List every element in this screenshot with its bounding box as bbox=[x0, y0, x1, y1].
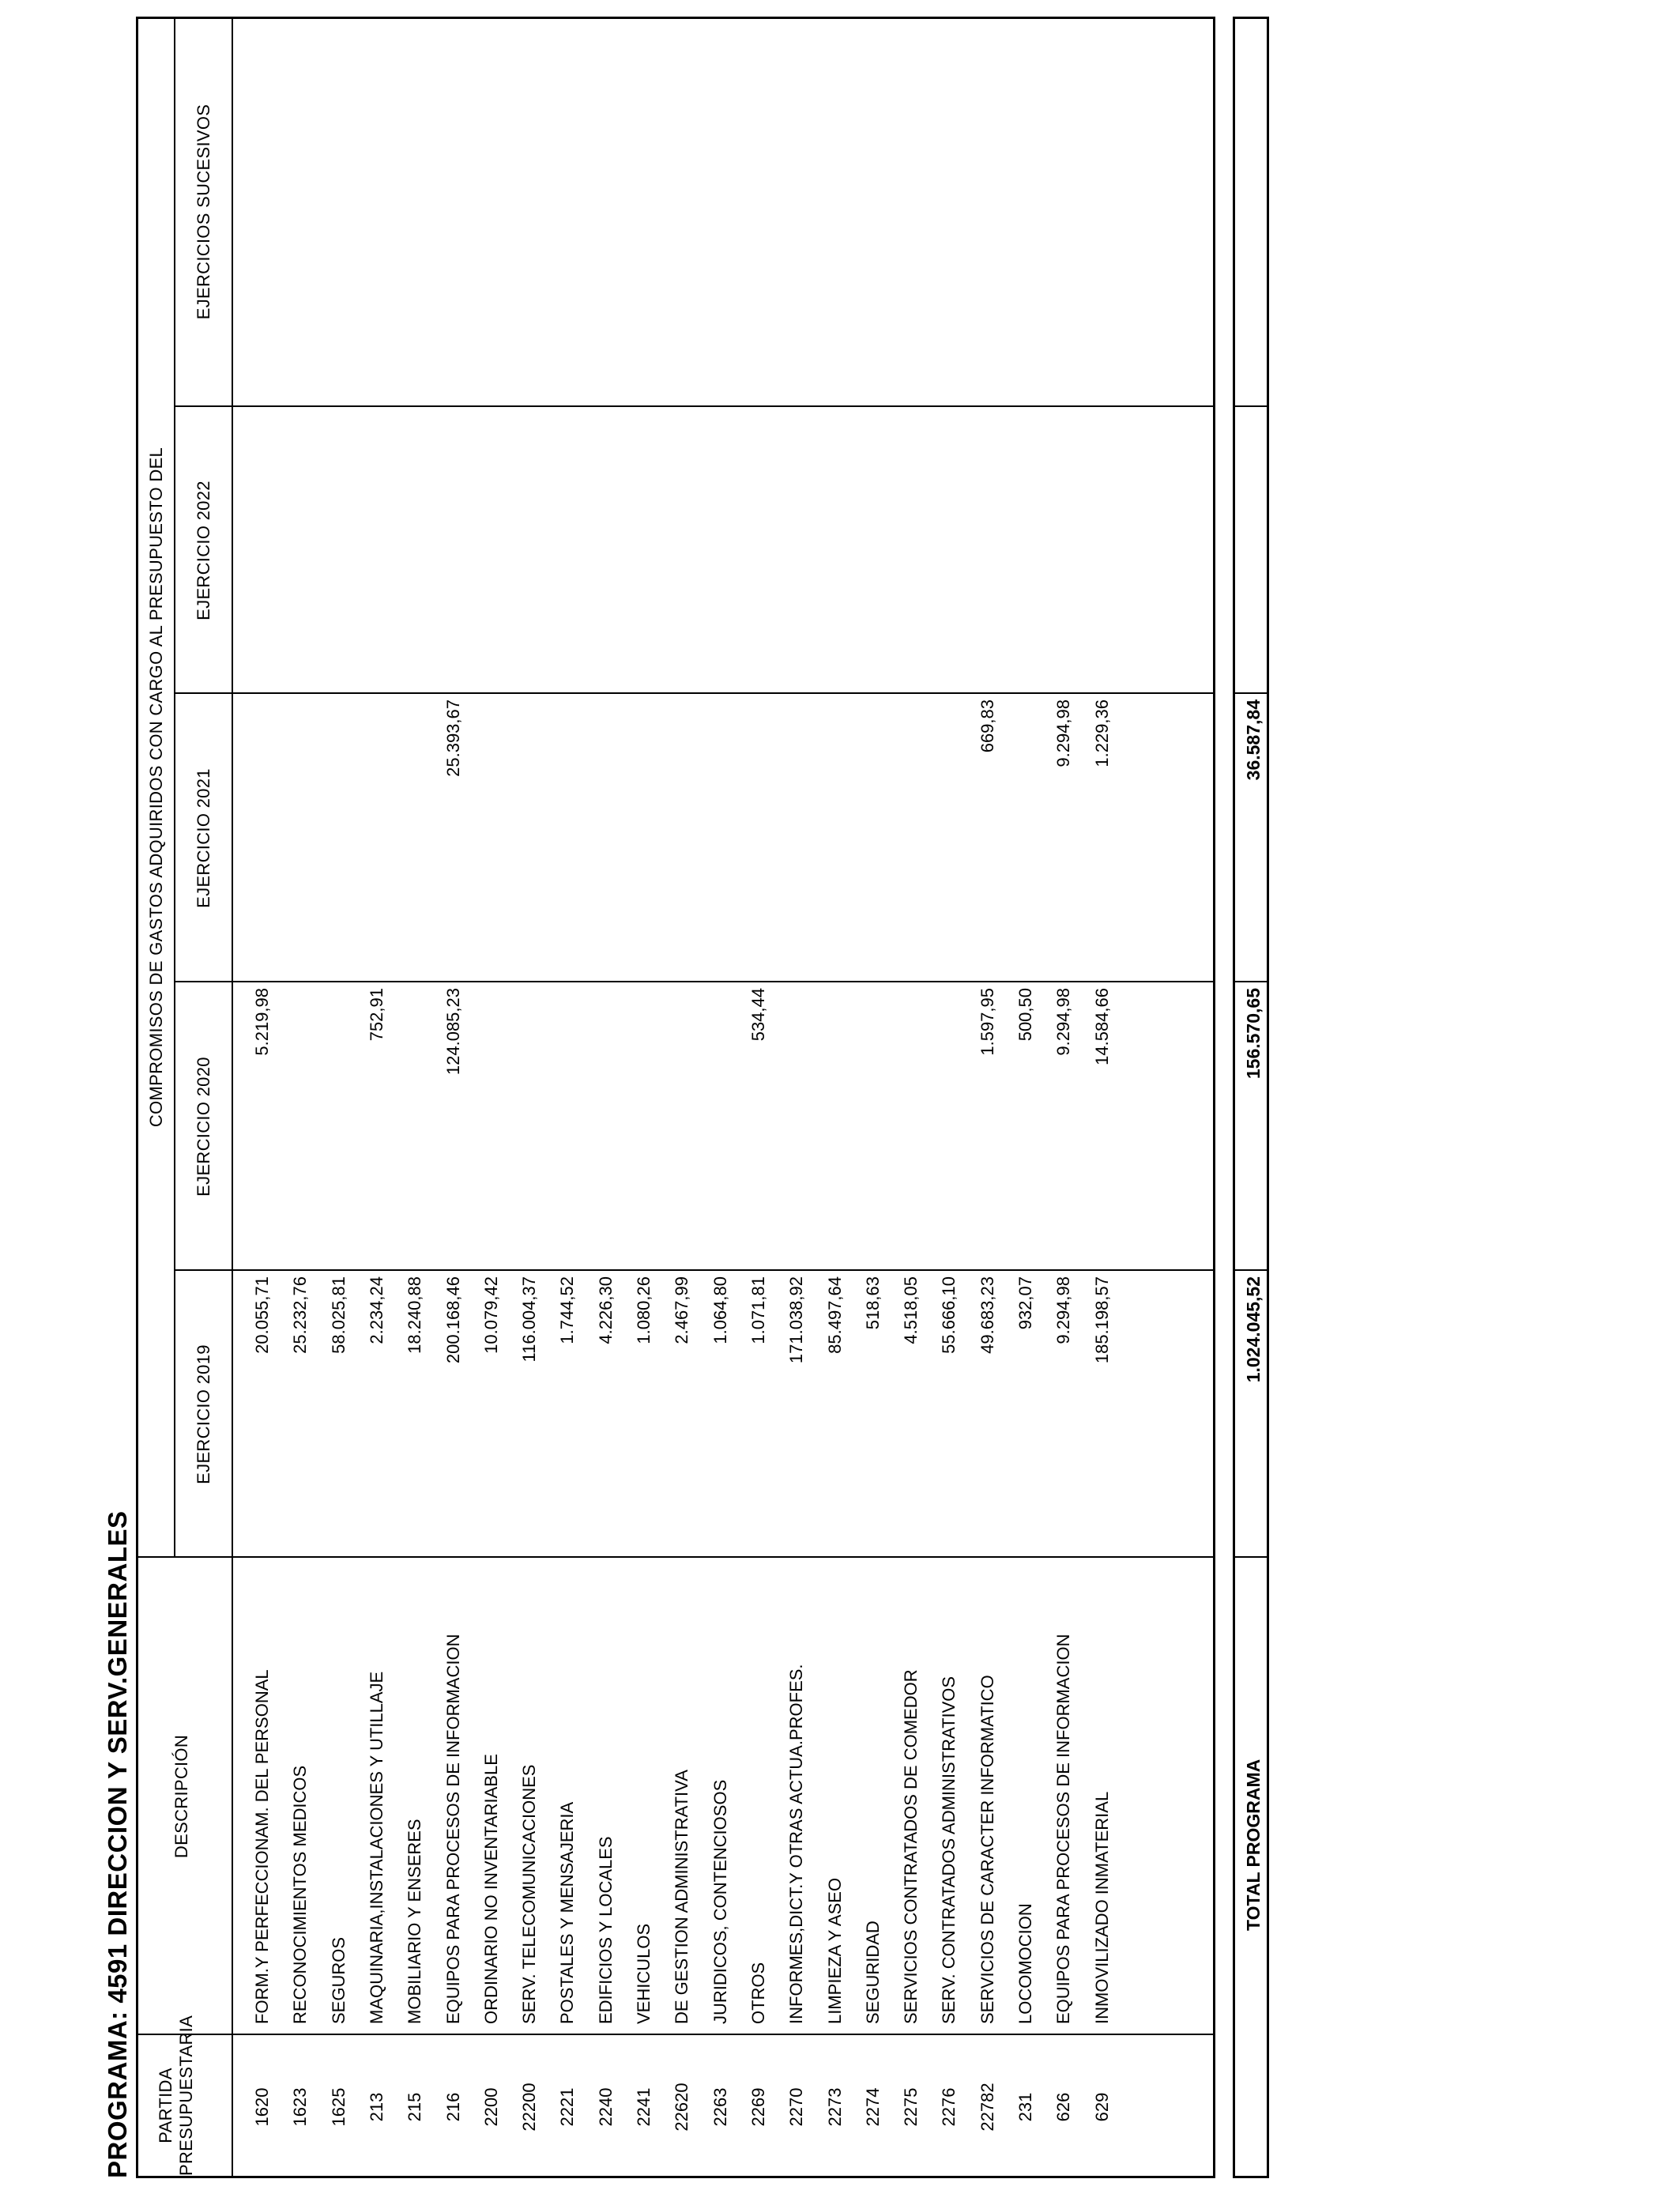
cell-descripcion: VEHICULOS bbox=[634, 1923, 654, 2024]
cell-partida: 2275 bbox=[901, 2087, 921, 2127]
cell-descripcion: EQUIPOS PARA PROCESOS DE INFORMACION bbox=[443, 1634, 463, 2024]
total-ej2022 bbox=[1235, 413, 1271, 694]
cell-partida: 2240 bbox=[595, 2087, 616, 2127]
cell-ej2019: 932,07 bbox=[1015, 1276, 1035, 1330]
cell-partida: 2200 bbox=[480, 2087, 501, 2127]
cell-ej2021 bbox=[895, 699, 927, 982]
header-partida-line1: PARTIDA bbox=[156, 2068, 175, 2143]
cell-sucesivos bbox=[476, 21, 507, 407]
cell-sucesivos bbox=[857, 21, 889, 407]
cell-descripcion: JURIDICOS, CONTENCIOSOS bbox=[710, 1779, 730, 2024]
cell-sucesivos bbox=[666, 21, 698, 407]
cell-partida: 1625 bbox=[328, 2087, 348, 2127]
cell-ej2022 bbox=[399, 413, 431, 694]
cell-sucesivos bbox=[972, 21, 1004, 407]
cell-ej2022 bbox=[284, 413, 316, 694]
cell-descripcion: DE GESTION ADMINISTRATIVA bbox=[672, 1770, 692, 2024]
total-label: TOTAL PROGRAMA bbox=[1243, 1759, 1264, 1931]
cell-partida: 1623 bbox=[290, 2087, 311, 2127]
cell-partida: 2221 bbox=[557, 2087, 578, 2127]
cell-ej2022 bbox=[247, 413, 278, 694]
cell-ej2022 bbox=[819, 413, 851, 694]
cell-descripcion: OTROS bbox=[748, 1962, 768, 2024]
header-divider bbox=[232, 19, 233, 2176]
cell-descripcion: ORDINARIO NO INVENTARIABLE bbox=[480, 1754, 501, 2024]
cell-partida: 22620 bbox=[672, 2083, 692, 2132]
cell-ej2021: 1.229,36 bbox=[1091, 699, 1112, 767]
cell-ej2021 bbox=[819, 699, 851, 982]
cell-partida: 2270 bbox=[786, 2087, 807, 2127]
cell-ej2021: 25.393,67 bbox=[443, 699, 463, 777]
cell-ej2020: 9.294,98 bbox=[1053, 988, 1074, 1056]
total-ej2020: 156.570,65 bbox=[1243, 988, 1264, 1080]
cell-ej2020: 5.219,98 bbox=[252, 988, 272, 1056]
cell-partida: 2276 bbox=[939, 2087, 959, 2127]
cell-descripcion: SERV. CONTRATADOS ADMINISTRATIVOS bbox=[939, 1676, 959, 2024]
cell-partida: 629 bbox=[1091, 2092, 1112, 2122]
cell-ej2019: 18.240,88 bbox=[405, 1276, 425, 1354]
cell-ej2022 bbox=[628, 413, 660, 694]
cell-ej2019: 2.234,24 bbox=[366, 1276, 386, 1344]
cell-ej2019: 85.497,64 bbox=[824, 1276, 845, 1354]
cell-ej2019: 185.198,57 bbox=[1091, 1276, 1112, 1364]
cell-ej2020 bbox=[666, 988, 698, 1271]
column-divider bbox=[138, 2034, 1213, 2035]
cell-ej2019: 1.080,26 bbox=[634, 1276, 654, 1344]
cell-ej2019: 200.168,46 bbox=[443, 1276, 463, 1364]
cell-ej2022 bbox=[323, 413, 355, 694]
cell-descripcion: SERVICIOS DE CARACTER INFORMATICO bbox=[977, 1675, 997, 2024]
cell-descripcion: FORM.Y PERFECCIONAM. DEL PERSONAL bbox=[252, 1669, 272, 2024]
cell-ej2019: 116.004,37 bbox=[519, 1276, 540, 1363]
total-ej2019: 1.024.045,52 bbox=[1243, 1276, 1264, 1383]
header-ej2022: EJERCICIO 2022 bbox=[194, 481, 213, 620]
cell-descripcion: SERV. TELECOMUNICACIONES bbox=[519, 1764, 540, 2024]
header-ej2021: EJERCICIO 2021 bbox=[194, 768, 213, 908]
cell-partida: 213 bbox=[366, 2092, 386, 2122]
cell-ej2021 bbox=[361, 699, 393, 982]
cell-sucesivos bbox=[323, 21, 355, 407]
cell-ej2020 bbox=[514, 988, 545, 1271]
cell-ej2020 bbox=[476, 988, 507, 1271]
cell-ej2021 bbox=[628, 699, 660, 982]
cell-descripcion: SEGURIDAD bbox=[862, 1921, 883, 2024]
cell-ej2021: 9.294,98 bbox=[1053, 699, 1074, 767]
cell-ej2021 bbox=[781, 699, 812, 982]
cell-ej2020 bbox=[284, 988, 316, 1271]
cell-ej2022 bbox=[895, 413, 927, 694]
cell-ej2019: 1.064,80 bbox=[710, 1276, 730, 1344]
program-title: PROGRAMA: 4591 DIRECCION Y SERV.GENERALES bbox=[103, 1510, 132, 2178]
cell-ej2020 bbox=[933, 988, 965, 1271]
cell-ej2022 bbox=[1048, 413, 1079, 694]
cell-ej2019: 10.079,42 bbox=[480, 1276, 501, 1354]
cell-ej2020: 1.597,95 bbox=[977, 988, 997, 1056]
cell-ej2021 bbox=[933, 699, 965, 982]
cell-ej2021 bbox=[666, 699, 698, 982]
cell-sucesivos bbox=[628, 21, 660, 407]
cell-sucesivos bbox=[1048, 21, 1079, 407]
cell-ej2020: 752,91 bbox=[366, 988, 386, 1042]
cell-ej2022 bbox=[514, 413, 545, 694]
total-ej2021: 36.587,84 bbox=[1243, 699, 1264, 781]
cell-ej2021 bbox=[552, 699, 583, 982]
cell-ej2020: 14.584,66 bbox=[1091, 988, 1112, 1065]
cell-sucesivos bbox=[1087, 21, 1118, 407]
cell-ej2021 bbox=[323, 699, 355, 982]
cell-sucesivos bbox=[781, 21, 812, 407]
cell-ej2020 bbox=[628, 988, 660, 1271]
header-partida bbox=[156, 2015, 197, 2176]
cell-ej2019: 55.666,10 bbox=[939, 1276, 959, 1354]
cell-ej2021: 669,83 bbox=[977, 699, 997, 753]
cell-ej2022 bbox=[705, 413, 736, 694]
cell-ej2022 bbox=[361, 413, 393, 694]
cell-ej2020: 124.085,23 bbox=[443, 988, 463, 1076]
cell-partida: 2273 bbox=[824, 2087, 845, 2127]
cell-descripcion: SEGUROS bbox=[328, 1936, 348, 2024]
cell-partida: 2241 bbox=[634, 2087, 654, 2127]
cell-partida: 2269 bbox=[748, 2087, 768, 2127]
cell-ej2020 bbox=[552, 988, 583, 1271]
cell-ej2021 bbox=[1010, 699, 1042, 982]
cell-descripcion: RECONOCIMIENTOS MEDICOS bbox=[290, 1765, 311, 2024]
cell-descripcion: INMOVILIZADO INMATERIAL bbox=[1091, 1791, 1112, 2024]
cell-sucesivos bbox=[552, 21, 583, 407]
cell-ej2021 bbox=[476, 699, 507, 982]
cell-ej2019: 1.744,52 bbox=[557, 1276, 578, 1344]
cell-ej2021 bbox=[399, 699, 431, 982]
cell-sucesivos bbox=[705, 21, 736, 407]
cell-ej2022 bbox=[666, 413, 698, 694]
cell-ej2021 bbox=[705, 699, 736, 982]
cell-partida: 22200 bbox=[519, 2083, 540, 2132]
cell-ej2021 bbox=[247, 699, 278, 982]
cell-ej2020: 500,50 bbox=[1015, 988, 1035, 1042]
cell-partida: 215 bbox=[405, 2092, 425, 2122]
cell-descripcion: MOBILIARIO Y ENSERES bbox=[405, 1819, 425, 2024]
header-ej2020: EJERCICIO 2020 bbox=[194, 1057, 213, 1197]
cell-ej2022 bbox=[781, 413, 812, 694]
cell-ej2019: 9.294,98 bbox=[1053, 1276, 1074, 1344]
cell-ej2020 bbox=[819, 988, 851, 1271]
cell-sucesivos bbox=[438, 21, 469, 407]
header-partida-line2: PRESUPUESTARIA bbox=[176, 2015, 196, 2176]
cell-partida: 216 bbox=[443, 2092, 463, 2122]
cell-partida: 1620 bbox=[252, 2087, 272, 2127]
cell-sucesivos bbox=[895, 21, 927, 407]
cell-ej2019: 20.055,71 bbox=[252, 1276, 272, 1354]
cell-partida: 2263 bbox=[710, 2087, 730, 2127]
cell-ej2020 bbox=[590, 988, 622, 1271]
cell-descripcion: LOCOMOCION bbox=[1015, 1903, 1035, 2024]
cell-ej2020 bbox=[323, 988, 355, 1271]
cell-ej2021 bbox=[514, 699, 545, 982]
cell-descripcion: POSTALES Y MENSAJERIA bbox=[557, 1801, 578, 2024]
cell-descripcion: SERVICIOS CONTRATADOS DE COMEDOR bbox=[901, 1669, 921, 2024]
cell-ej2022 bbox=[743, 413, 774, 694]
cell-ej2021 bbox=[284, 699, 316, 982]
cell-descripcion: MAQUINARIA,INSTALACIONES Y UTILLAJE bbox=[366, 1671, 386, 2024]
cell-ej2019: 2.467,99 bbox=[672, 1276, 692, 1344]
cell-ej2022 bbox=[1010, 413, 1042, 694]
total-sucesivos bbox=[1235, 21, 1271, 407]
cell-ej2020 bbox=[857, 988, 889, 1271]
cell-ej2019: 518,63 bbox=[862, 1276, 883, 1330]
cell-sucesivos bbox=[399, 21, 431, 407]
cell-ej2021 bbox=[590, 699, 622, 982]
cell-ej2020 bbox=[399, 988, 431, 1271]
header-compromisos: COMPROMISOS DE GASTOS ADQUIRIDOS CON CARGO AL PRESUPUESTO DEL bbox=[146, 447, 166, 1128]
cell-ej2022 bbox=[476, 413, 507, 694]
cell-sucesivos bbox=[590, 21, 622, 407]
cell-sucesivos bbox=[933, 21, 965, 407]
cell-ej2022 bbox=[1087, 413, 1118, 694]
cell-ej2020: 534,44 bbox=[748, 988, 768, 1042]
cell-ej2020 bbox=[895, 988, 927, 1271]
cell-sucesivos bbox=[819, 21, 851, 407]
header-divider bbox=[174, 19, 175, 1558]
header-ej2019: EJERCICIO 2019 bbox=[194, 1344, 213, 1484]
cell-ej2019: 1.071,81 bbox=[748, 1276, 768, 1344]
cell-ej2019: 25.232,76 bbox=[290, 1276, 311, 1354]
cell-ej2022 bbox=[933, 413, 965, 694]
cell-partida: 2274 bbox=[862, 2087, 883, 2127]
cell-ej2022 bbox=[857, 413, 889, 694]
cell-descripcion: LIMPIEZA Y ASEO bbox=[824, 1877, 845, 2024]
cell-ej2020 bbox=[705, 988, 736, 1271]
cell-partida: 22782 bbox=[977, 2083, 997, 2132]
cell-descripcion: INFORMES,DICT.Y OTRAS ACTUA.PROFES. bbox=[786, 1664, 807, 2024]
cell-ej2022 bbox=[590, 413, 622, 694]
cell-ej2022 bbox=[438, 413, 469, 694]
cell-sucesivos bbox=[361, 21, 393, 407]
cell-ej2022 bbox=[552, 413, 583, 694]
cell-sucesivos bbox=[247, 21, 278, 407]
cell-ej2021 bbox=[857, 699, 889, 982]
cell-ej2022 bbox=[972, 413, 1004, 694]
cell-partida: 231 bbox=[1015, 2092, 1035, 2122]
cell-sucesivos bbox=[284, 21, 316, 407]
cell-descripcion: EDIFICIOS Y LOCALES bbox=[595, 1836, 616, 2024]
cell-sucesivos bbox=[514, 21, 545, 407]
cell-descripcion: EQUIPOS PARA PROCESOS DE INFORMACION bbox=[1053, 1634, 1074, 2024]
header-descripcion: DESCRIPCIÓN bbox=[171, 1734, 191, 1859]
cell-sucesivos bbox=[743, 21, 774, 407]
header-ej-sucesivos: EJERCICIOS SUCESIVOS bbox=[194, 104, 213, 320]
cell-ej2019: 4.518,05 bbox=[901, 1276, 921, 1344]
cell-ej2019: 4.226,30 bbox=[595, 1276, 616, 1344]
cell-ej2021 bbox=[743, 699, 774, 982]
cell-ej2020 bbox=[781, 988, 812, 1271]
cell-ej2019: 171.038,92 bbox=[786, 1276, 807, 1364]
cell-ej2019: 49.683,23 bbox=[977, 1276, 997, 1354]
cell-sucesivos bbox=[1010, 21, 1042, 407]
cell-partida: 626 bbox=[1053, 2092, 1074, 2122]
total-table bbox=[1233, 17, 1269, 2178]
budget-table bbox=[136, 17, 1215, 2178]
cell-ej2019: 58.025,81 bbox=[328, 1276, 348, 1354]
